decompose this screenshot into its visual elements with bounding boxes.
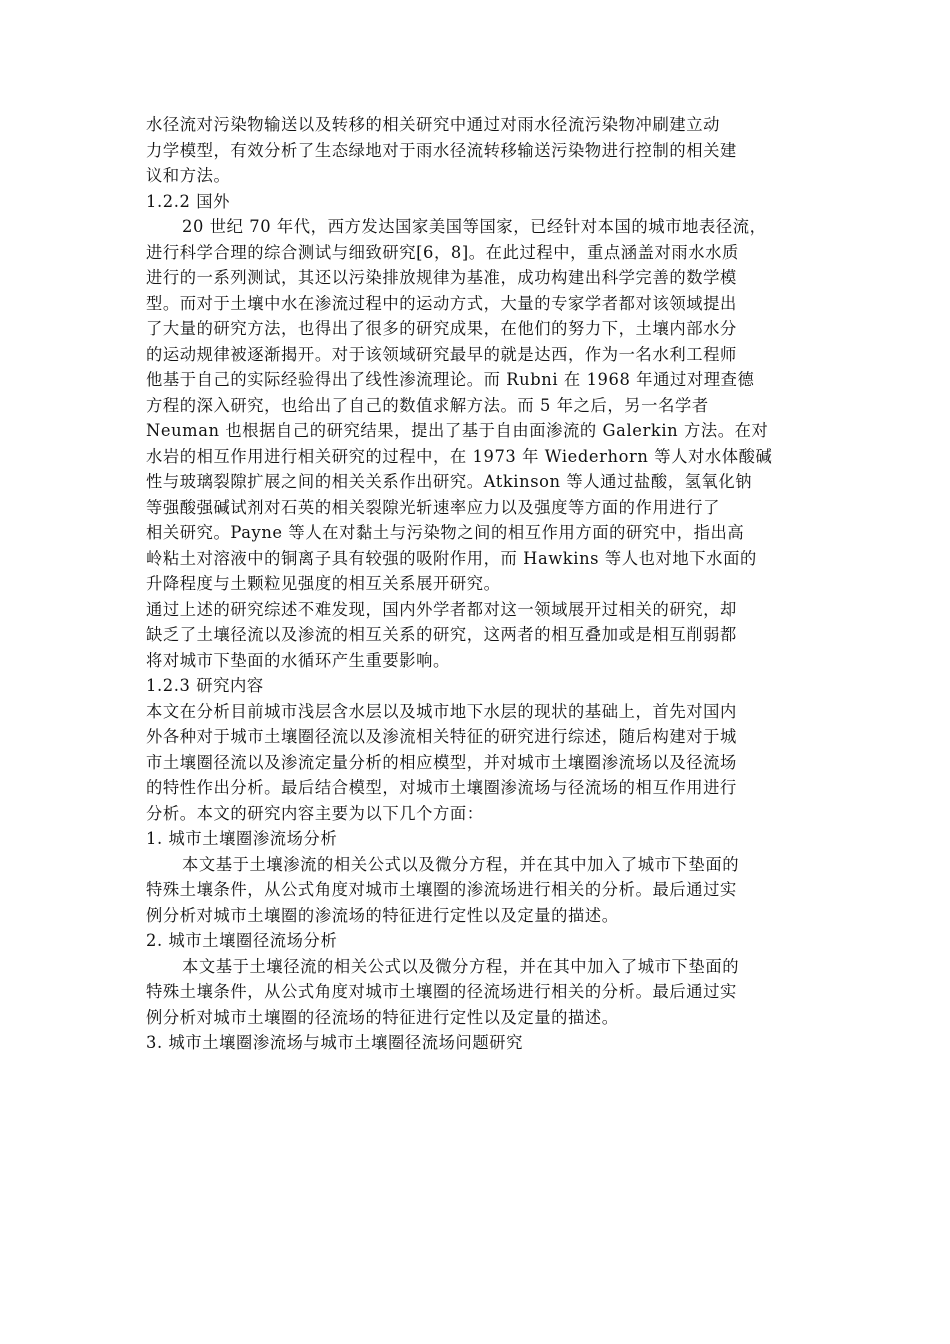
text-line: 进行科学合理的综合测试与细致研究[6，8]。在此过程中，重点涵盖对雨水水质 bbox=[146, 242, 739, 262]
text-line: 本文在分析目前城市浅层含水层以及城市地下水层的现状的基础上，首先对国内 bbox=[146, 701, 737, 721]
text-line: 水径流对污染物输送以及转移的相关研究中通过对雨水径流污染物冲刷建立动 bbox=[146, 115, 720, 134]
text-line: 升降程度与土颗粒见强度的相互关系展开研究。 bbox=[146, 574, 501, 593]
text-line: 3. 城市土壤圈渗流场与城市土壤圈径流场问题研究 bbox=[146, 1033, 524, 1052]
text-line: 外各种对于城市土壤圈径流以及渗流相关特征的研究进行综述，随后构建对于城 bbox=[146, 727, 737, 746]
text-line: 方程的深入研究，也给出了自己的数值求解方法。而 5 年之后，另一名学者 bbox=[146, 395, 709, 415]
text-line: 了大量的研究方法，也得出了很多的研究成果，在他们的努力下，土壤内部水分 bbox=[146, 319, 737, 338]
document-page bbox=[146, 112, 810, 1056]
text-line: 型。而对于土壤中水在渗流过程中的运动方式，大量的专家学者都对该领域提出 bbox=[146, 293, 737, 313]
text-line: 通过上述的研究综述不难发现，国内外学者都对这一领域展开过相关的研究，却 bbox=[146, 599, 737, 619]
text-line: 特殊土壤条件，从公式角度对城市土壤圈的渗流场进行相关的分析。最后通过实 bbox=[146, 880, 737, 899]
text-line: 的特性作出分析。最后结合模型，对城市土壤圈渗流场与径流场的相互作用进行 bbox=[146, 778, 737, 797]
text-line: Neuman 也根据自己的研究结果，提出了基于自由面渗流的 Galerkin 方法。在对 bbox=[146, 421, 769, 440]
document-body bbox=[146, 112, 810, 1056]
text-line: 例分析对城市土壤圈的径流场的特征进行定性以及定量的描述。 bbox=[146, 1007, 619, 1027]
text-line: 议和方法。 bbox=[146, 166, 231, 185]
text-line: 将对城市下垫面的水循环产生重要影响。 bbox=[146, 650, 450, 670]
text-line: 相关研究。Payne 等人在对黏土与污染物之间的相互作用方面的研究中，指出高 bbox=[146, 523, 745, 542]
text-line: 特殊土壤条件，从公式角度对城市土壤圈的径流场进行相关的分析。最后通过实 bbox=[146, 982, 737, 1001]
text-line: 例分析对城市土壤圈的渗流场的特征进行定性以及定量的描述。 bbox=[146, 905, 619, 925]
text-line: 他基于自己的实际经验得出了线性渗流理论。而 Rubni 在 1968 年通过对理查德 bbox=[146, 370, 755, 389]
text-line: 力学模型，有效分析了生态绿地对于雨水径流转移输送污染物进行控制的相关建 bbox=[146, 140, 737, 160]
text-line: 岭粘土对溶液中的铜离子具有较强的吸附作用，而 Hawkins 等人也对地下水面的 bbox=[146, 548, 757, 568]
text-line: 1.2.3 研究内容 bbox=[146, 676, 264, 695]
text-line: 缺乏了土壤径流以及渗流的相互关系的研究，这两者的相互叠加或是相互削弱都 bbox=[146, 625, 737, 644]
text-line: 性与玻璃裂隙扩展之间的相关关系作出研究。Atkinson 等人通过盐酸，氢氧化钠 bbox=[146, 472, 753, 491]
text-line: 本文基于土壤渗流的相关公式以及微分方程，并在其中加入了城市下垫面的 bbox=[182, 854, 740, 874]
text-line: 本文基于土壤径流的相关公式以及微分方程，并在其中加入了城市下垫面的 bbox=[182, 956, 740, 976]
text-line: 的运动规律被逐渐揭开。对于该领域研究最早的就是达西，作为一名水利工程师 bbox=[146, 344, 737, 364]
text-line: 市土壤圈径流以及渗流定量分析的相应模型，并对城市土壤圈渗流场以及径流场 bbox=[146, 752, 737, 772]
text-line: 2. 城市土壤圈径流场分析 bbox=[146, 931, 338, 950]
text-line: 分析。本文的研究内容主要为以下几个方面： bbox=[146, 803, 484, 823]
text-line: 1.2.2 国外 bbox=[146, 191, 230, 211]
text-line: 进行的一系列测试，其还以污染排放规律为基准，成功构建出科学完善的数学模 bbox=[146, 268, 737, 287]
text-line: 1. 城市土壤圈渗流场分析 bbox=[146, 829, 338, 848]
text-line: 等强酸强碱试剂对石英的相关裂隙光斩速率应力以及强度等方面的作用进行了 bbox=[146, 497, 720, 517]
text-line: 20 世纪 70 年代，西方发达国家美国等国家，已经针对本国的城市地表径流， bbox=[182, 217, 767, 236]
text-line: 水岩的相互作用进行相关研究的过程中，在 1973 年 Wiederhorn 等人对水体酸碱 bbox=[146, 446, 773, 466]
